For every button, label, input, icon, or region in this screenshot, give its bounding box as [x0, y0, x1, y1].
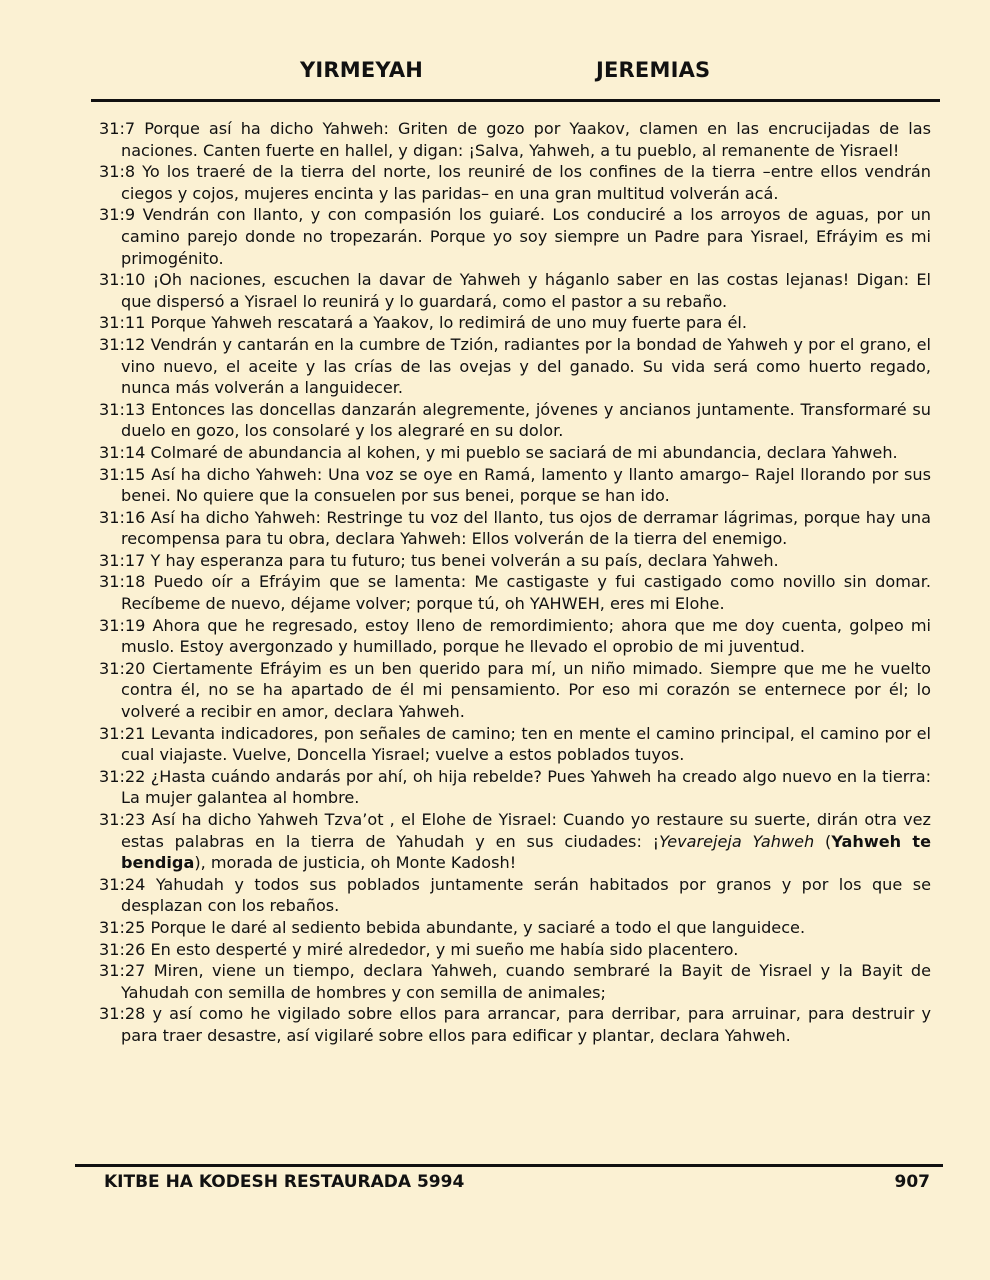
verse-31-18: 31:18 Puedo oír a Efráyim que se lamenta: Me castigaste y fui castigado como novillo sin domar. Recíbeme de nuevo, déjame volver; porque tú, oh YAHWEH, eres mi Elohe.: [99, 572, 931, 614]
verse-31-19: 31:19 Ahora que he regresado, estoy lleno de remordimiento; ahora que me doy cuenta, golpeo mi muslo. Estoy avergonzado y humillado, porque he llevado el oprobio de mi juventud.: [99, 615, 931, 657]
footer-title: KITBE HA KODESH RESTAURADA 5994: [104, 1172, 465, 1192]
header-rule: [91, 99, 940, 102]
verse-31-23: [99, 809, 931, 874]
verse-31-23-text-c: ), morada de justicia, oh Monte Kadosh!: [194, 853, 517, 873]
verse-31-23-hebrew-phrase: Yevarejeja Yahweh: [659, 831, 815, 851]
verse-31-12: 31:12 Vendrán y cantarán en la cumbre de Tzión, radiantes por la bondad de Yahweh y por el grano, el vino nuevo, el aceite y las crías de las ovejas y del ganado. Su vida será como huerto regado, nunca más volverán a languidecer.: [99, 334, 931, 398]
header-book-hebrew: YIRMEYAH: [300, 58, 424, 82]
verse-31-22: 31:22 ¿Hasta cuándo andarás por ahí, oh hija rebelde? Pues Yahweh ha creado algo nuevo en la tierra: La mujer galantea al hombre.: [99, 766, 931, 808]
verse-31-24: 31:24 Yahudah y todos sus poblados juntamente serán habitados por granos y por los que se desplazan con los rebaños.: [99, 874, 931, 916]
verse-31-23-text-a: 31:23 Así ha dicho Yahweh Tzva’ot , el Elohe de Yisrael: Cuando yo restaure su suerte, dirán otra vez estas palabras en la tierra de Yahudah y en sus ciudades: ¡: [99, 810, 931, 851]
header-book-spanish: JEREMIAS: [596, 58, 711, 82]
verse-31-27: 31:27 Miren, viene un tiempo, declara Yahweh, cuando sembraré la Bayit de Yisrael y la Bayit de Yahudah con semilla de hombres y con semilla de animales;: [99, 961, 931, 1002]
verse-31-23-translation: Yahweh te bendiga: [121, 831, 931, 873]
verse-31-8: 31:8 Yo los traeré de la tierra del norte, los reuniré de los confines de la tierra –entre ellos vendrán ciegos y cojos, mujeres encinta y las paridas– en una gran multitud volverán acá.: [99, 162, 931, 203]
verse-31-17: 31:17 Y hay esperanza para tu futuro; tus benei volverán a su país, declara Yahweh.: [99, 550, 779, 570]
scripture-text: [99, 118, 931, 1047]
verse-31-11: 31:11 Porque Yahweh rescatará a Yaakov, lo redimirá de uno muy fuerte para él.: [99, 313, 747, 333]
footer-rule: [75, 1164, 943, 1167]
page-header: [0, 58, 990, 92]
verse-31-21: 31:21 Levanta indicadores, pon señales de camino; ten en mente el camino principal, el camino por el cual viajaste. Vuelve, Doncella Yisrael; vuelve a estos poblados tuyos.: [99, 723, 931, 765]
verse-31-20: 31:20 Ciertamente Efráyim es un ben querido para mí, un niño mimado. Siempre que me he vuelto contra él, no se ha apartado de él mi pensamiento. Por eso mi corazón se enternece por él; lo volveré a recibir en amor, declara Yahweh.: [99, 658, 931, 722]
verse-31-15: 31:15 Así ha dicho Yahweh: Una voz se oye en Ramá, lamento y llanto amargo– Rajel llorando por sus benei. No quiere que la consuelen por sus benei, porque se han ido.: [99, 464, 931, 506]
verse-31-23-text-b: (: [814, 831, 832, 851]
verse-31-13: 31:13 Entonces las doncellas danzarán alegremente, jóvenes y ancianos juntamente. Transformaré su duelo en gozo, los consolaré y los alegraré en su dolor.: [99, 399, 931, 441]
verse-31-7: 31:7 Porque así ha dicho Yahweh: Griten de gozo por Yaakov, clamen en las encrucijadas de las naciones. Canten fuerte en hallel, y digan: ¡Salva, Yahweh, a tu pueblo, al remanente de Yisrael!: [99, 119, 931, 160]
verse-31-28: 31:28 y así como he vigilado sobre ellos para arrancar, para derribar, para arruinar, para destruir y para traer desastre, así vigilaré sobre ellos para edificar y plantar, declara Yahweh.: [99, 1004, 931, 1045]
page-number: 907: [894, 1172, 930, 1192]
verse-31-10: 31:10 ¡Oh naciones, escuchen la davar de Yahweh y háganlo saber en las costas lejanas! Digan: El que dispersó a Yisrael lo reunirá y lo guardará, como el pastor a su rebaño.: [99, 270, 931, 311]
verse-31-16: 31:16 Así ha dicho Yahweh: Restringe tu voz del llanto, tus ojos de derramar lágrimas, porque hay una recompensa para tu obra, declara Yahweh: Ellos volverán de la tierra del enemigo.: [99, 507, 931, 549]
verse-31-9: 31:9 Vendrán con llanto, y con compasión los guiaré. Los conduciré a los arroyos de aguas, por un camino parejo donde no tropezarán. Porque yo soy siempre un Padre para Yisrael, Efráyim es mi primogénito.: [99, 205, 931, 268]
verse-31-25: 31:25 Porque le daré al sediento bebida abundante, y saciaré a todo el que languidece.: [99, 917, 806, 937]
verse-31-26: 31:26 En esto desperté y miré alrededor, y mi sueño me había sido placentero.: [99, 939, 739, 959]
verse-31-14: 31:14 Colmaré de abundancia al kohen, y mi pueblo se saciará de mi abundancia, declara Yahweh.: [99, 442, 898, 462]
